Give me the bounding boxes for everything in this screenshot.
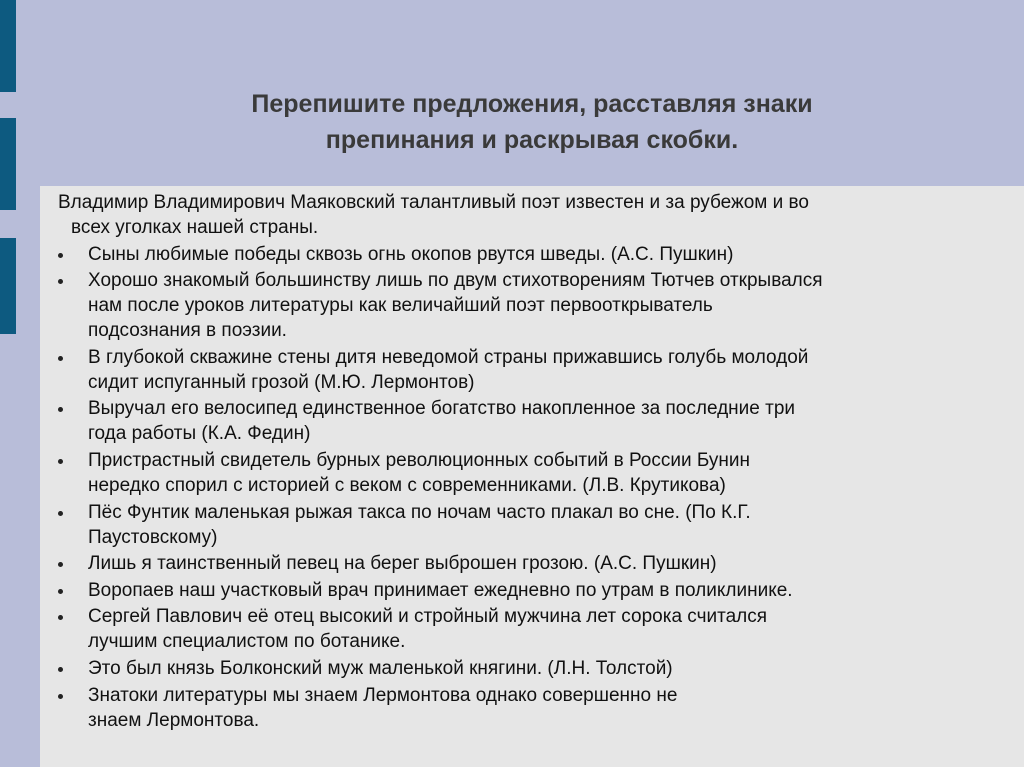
bullet-dot-icon [58,407,63,412]
content-text [56,190,1006,733]
list-item [56,396,1006,446]
slide-title [40,86,1024,158]
accent-bar-top [0,0,16,92]
list-item [56,604,1006,654]
list-item [56,578,1006,603]
list-item-line: Хорошо знакомый большинству лишь по двум стихотворениям Тютчев открывался [88,270,823,292]
list-item-line: Лишь я таинственный певец на берег выброшен грозою. (А.С. Пушкин) [88,553,717,575]
list-item-line: Это был князь Болконский муж маленькой княгини. (Л.Н. Толстой) [88,657,673,679]
bullet-dot-icon [58,511,63,516]
bullet-dot-icon [58,667,63,672]
bullet-dot-icon [58,615,63,620]
list-item [56,656,1006,681]
bullet-dot-icon [58,589,63,594]
intro-line: Владимир Владимирович Маяковский талантливый поэт известен и за рубежом и во [58,192,809,213]
accent-bar-middle [0,118,16,210]
list-item-line: сидит испуганный грозой (М.Ю. Лермонтов) [88,371,475,393]
list-item-line: Пристрастный свидетель бурных революционных событий в России Бунин [88,449,751,471]
bullet-dot-icon [58,356,63,361]
list-item [56,345,1006,395]
content-panel [40,186,1024,767]
list-item [56,500,1006,550]
bullet-list [56,242,1006,733]
list-item-line: Знатоки литературы мы знаем Лермонтова однако совершенно не [88,684,678,706]
list-item-line: Выручал его велосипед единственное богатство накопленное за последние три [88,398,796,420]
list-item [56,448,1006,498]
list-item-line: Воропаев наш участковый врач принимает ежедневно по утрам в поликлинике. [88,579,793,601]
list-item-line: Паустовскому) [88,526,218,548]
list-item-line: подсознания в поэзии. [88,320,287,342]
bullet-dot-icon [58,562,63,567]
intro-paragraph [56,190,1006,240]
list-item [56,683,1006,733]
list-item-line: В глубокой скважине стены дитя неведомой страны прижавшись голубь молодой [88,346,809,368]
list-item-line: знаем Лермонтова. [88,709,260,731]
intro-line: всех уголках нашей страны. [71,217,319,238]
list-item-line: нам после уроков литературы как величайший поэт первооткрыватель [88,295,713,317]
slide-title-line: препинания и раскрывая скобки. [325,126,739,154]
list-item-line: нередко спорил с историей с веком с современниками. (Л.В. Крутикова) [88,474,726,496]
list-item [56,242,1006,267]
list-item-line: года работы (К.А. Федин) [88,423,311,445]
bullet-dot-icon [58,253,63,258]
list-item [56,551,1006,576]
list-item [56,268,1006,343]
list-item-line: Сыны любимые победы сквозь огнь окопов рвутся шведы. (А.С. Пушкин) [88,243,734,265]
slide-title-line: Перепишите предложения, расставляя знаки [251,90,813,118]
bullet-dot-icon [58,694,63,699]
list-item-line: Пёс Фунтик маленькая рыжая такса по ночам часто плакал во сне. (По К.Г. [88,501,751,523]
bullet-dot-icon [58,279,63,284]
list-item-line: Сергей Павлович её отец высокий и стройный мужчина лет сорока считался [88,606,768,628]
accent-bar-bottom [0,238,16,334]
bullet-dot-icon [58,459,63,464]
list-item-line: лучшим специалистом по ботанике. [88,631,406,653]
